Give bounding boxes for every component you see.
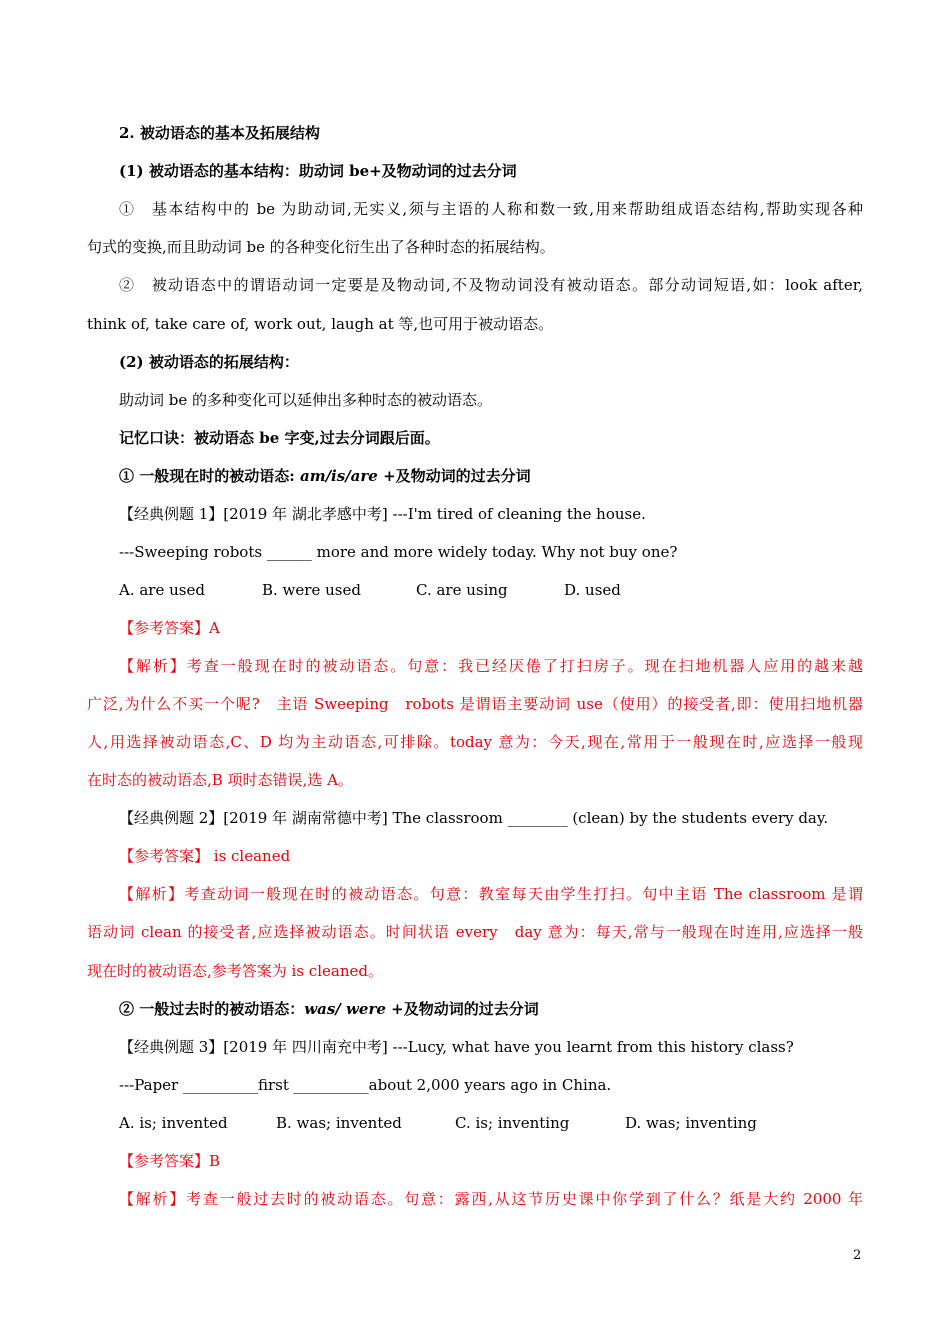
example-1-options bbox=[119, 580, 863, 600]
mnemonic: 记忆口诀：被动语态 be 字变,过去分词跟后面。 bbox=[119, 429, 440, 447]
example-3-question-line-2: ---Paper __________first __________about 2,000 years ago in China. bbox=[119, 1076, 612, 1094]
example-1-option-a: A. are used bbox=[119, 581, 205, 599]
example-1-question-line-2: ---Sweeping robots ______ more and more widely today. Why not buy one? bbox=[119, 543, 678, 561]
tense-2-suffix: +及物动词的过去分词 bbox=[385, 1000, 539, 1018]
example-1-explanation-line-4: 在时态的被动语态,B 项时态错误,选 A。 bbox=[87, 771, 353, 789]
tense-2-formula: was/ were bbox=[304, 1000, 386, 1018]
example-2-explanation-line-3: 现在时的被动语态,参考答案为 is cleaned。 bbox=[87, 962, 383, 980]
page-number: 2 bbox=[853, 1248, 862, 1263]
example-2-explanation-line-1: 【解析】考查动词一般现在时的被动语态。句意：教室每天由学生打扫。句中主语 The classroom 是谓 bbox=[119, 885, 863, 903]
note-2-line-2: think of, take care of, work out, laugh at 等,也可用于被动语态。 bbox=[87, 315, 554, 333]
note-1-line-2: 句式的变换,而且助动词 be 的各种变化衍生出了各种时态的拓展结构。 bbox=[87, 238, 555, 256]
example-1-question-line-1: 【经典例题 1】[2019 年 湖北孝感中考] ---I'm tired of cleaning the house. bbox=[119, 505, 646, 523]
subsection-1-title: (1) 被动语态的基本结构：助动词 be+及物动词的过去分词 bbox=[119, 162, 517, 180]
example-3-option-b: B. was; invented bbox=[276, 1114, 402, 1132]
example-1-option-c: C. are using bbox=[416, 581, 508, 599]
note-1-line-1: ① 基本结构中的 be 为助动词,无实义,须与主语的人称和数一致,用来帮助组成语态结构,帮助实现各种 bbox=[119, 200, 863, 218]
subsection-2-title: (2) 被动语态的拓展结构： bbox=[119, 353, 299, 371]
example-1-explanation-line-2: 广泛,为什么不买一个呢? 主语 Sweeping robots 是谓语主要动词 use（使用）的接受者,即：使用扫地机器 bbox=[87, 695, 863, 713]
tense-1-suffix: +及物动词的过去分词 bbox=[377, 467, 531, 485]
tense-2-prefix: ② 一般过去时的被动语态： bbox=[119, 1000, 305, 1018]
example-3-option-c: C. is; inventing bbox=[455, 1114, 570, 1132]
example-3-question-line-1: 【经典例题 3】[2019 年 四川南充中考] ---Lucy, what have you learnt from this history class? bbox=[119, 1038, 794, 1056]
example-1-explanation-line-3: 人,用选择被动语态,C、D 均为主动语态,可排除。today 意为：今天,现在,常用于一般现在时,应选择一般现 bbox=[87, 733, 863, 751]
section-title: 2. 被动语态的基本及拓展结构 bbox=[119, 124, 320, 142]
example-1-explanation-line-1: 【解析】考查一般现在时的被动语态。句意：我已经厌倦了打扫房子。现在扫地机器人应用的越来越 bbox=[119, 657, 863, 675]
note-2-line-1: ② 被动语态中的谓语动词一定要是及物动词,不及物动词没有被动语态。部分动词短语,如：look after, bbox=[119, 276, 863, 294]
example-3-answer: 【参考答案】B bbox=[119, 1152, 221, 1170]
example-3-option-d: D. was; inventing bbox=[625, 1114, 757, 1132]
example-1-answer: 【参考答案】A bbox=[119, 619, 220, 637]
subsection-2-text: 助动词 be 的多种变化可以延伸出多种时态的被动语态。 bbox=[119, 391, 493, 409]
example-3-option-a: A. is; invented bbox=[119, 1114, 228, 1132]
tense-1-prefix: ① 一般现在时的被动语态: bbox=[119, 467, 300, 485]
tense-1-heading bbox=[119, 466, 863, 486]
tense-1-formula: am/is/are bbox=[299, 467, 378, 485]
example-2-question: 【经典例题 2】[2019 年 湖南常德中考] The classroom ________ (clean) by the students every day. bbox=[119, 809, 829, 827]
example-1-option-b: B. were used bbox=[262, 581, 361, 599]
example-2-answer: 【参考答案】 is cleaned bbox=[119, 847, 291, 865]
example-1-option-d: D. used bbox=[564, 581, 621, 599]
example-3-options bbox=[119, 1113, 863, 1133]
example-2-explanation-line-2: 语动词 clean 的接受者,应选择被动语态。时间状语 every day 意为：每天,常与一般现在时连用,应选择一般 bbox=[87, 923, 863, 941]
tense-2-heading bbox=[119, 999, 863, 1019]
example-3-explanation-line-1: 【解析】考查一般过去时的被动语态。句意：露西,从这节历史课中你学到了什么？纸是大约 2000 年 bbox=[119, 1190, 863, 1208]
